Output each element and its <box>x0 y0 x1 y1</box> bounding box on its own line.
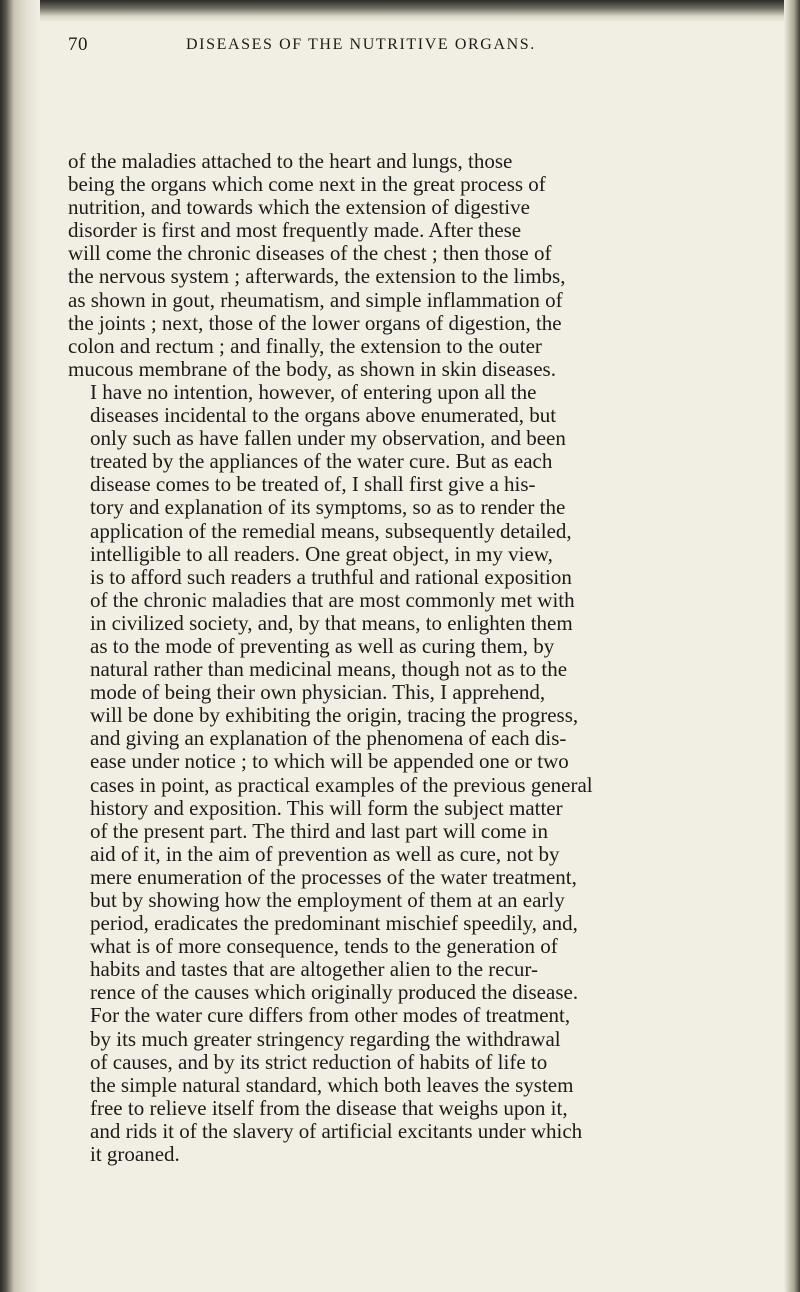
text-line: period, eradicates the predominant mischief speedily, and, <box>90 911 578 936</box>
text-line: rence of the causes which originally produced the disease. <box>90 980 579 1005</box>
text-line: For the water cure differs from other modes of treatment, <box>90 1003 571 1028</box>
text-line: colon and rectum ; and finally, the extension to the outer <box>68 333 542 358</box>
text-line: ease under notice ; to which will be appended one or two <box>90 749 569 774</box>
text-line: the joints ; next, those of the lower organs of digestion, the <box>68 310 562 335</box>
text-line: cases in point, as practical examples of the previous general <box>90 772 593 797</box>
text-line: it groaned. <box>90 1142 180 1167</box>
text-line: of the present part. The third and last part will come in <box>90 818 548 843</box>
paragraph-1 <box>68 150 728 381</box>
text-line: the simple natural standard, which both leaves the system <box>90 1072 574 1097</box>
body-text <box>68 150 728 1166</box>
text-line: of causes, and by its strict reduction of habits of life to <box>90 1049 548 1074</box>
text-line: application of the remedial means, subsequently detailed, <box>90 518 572 543</box>
text-line: of the chronic maladies that are most commonly met with <box>90 587 575 612</box>
text-line: will come the chronic diseases of the chest ; then those of <box>68 241 552 266</box>
book-binding-shadow <box>0 0 40 1292</box>
text-line: mucous membrane of the body, as shown in skin diseases. <box>68 356 556 381</box>
text-line: treated by the appliances of the water cure. But as each <box>90 449 553 474</box>
book-page <box>68 34 768 1264</box>
text-line: as to the mode of preventing as well as curing them, by <box>90 633 555 658</box>
text-line: habits and tastes that are altogether alien to the recur- <box>90 957 538 982</box>
text-line: the nervous system ; afterwards, the extension to the limbs, <box>68 264 566 289</box>
text-line: nutrition, and towards which the extension of digestive <box>68 195 530 220</box>
text-line: disorder is first and most frequently made. After these <box>68 218 522 243</box>
text-line: tory and explanation of its symptoms, so as to render the <box>90 495 566 520</box>
text-line: diseases incidental to the organs above enumerated, but <box>90 403 557 428</box>
text-line: history and exposition. This will form the subject matter <box>90 795 563 820</box>
page-number: 70 <box>68 34 88 55</box>
text-line: mode of being their own physician. This, I apprehend, <box>90 680 546 705</box>
text-line: free to relieve itself from the disease that weighs upon it, <box>90 1095 568 1120</box>
page-edge-shadow <box>784 0 800 1292</box>
text-line: I have no intention, however, of entering upon all the <box>90 379 537 404</box>
text-line: only such as have fallen under my observation, and been <box>90 426 566 451</box>
text-line: and giving an explanation of the phenomena of each dis- <box>90 726 567 751</box>
text-line: in civilized society, and, by that means, to enlighten them <box>90 610 573 635</box>
text-line: of the maladies attached to the heart and lungs, those <box>68 149 513 173</box>
text-line: aid of it, in the aim of prevention as well as cure, not by <box>90 841 560 866</box>
text-line: intelligible to all readers. One great object, in my view, <box>90 541 553 566</box>
running-head <box>68 34 768 70</box>
paragraph-2 <box>68 381 728 1166</box>
text-line: as shown in gout, rheumatism, and simple inflammation of <box>68 287 563 312</box>
running-title: DISEASES OF THE NUTRITIVE ORGANS. <box>186 36 536 53</box>
text-line: by its much greater stringency regarding the withdrawal <box>90 1026 561 1051</box>
text-line: but by showing how the employment of them at an early <box>90 888 565 912</box>
page-top-shadow <box>0 0 800 22</box>
text-line: disease comes to be treated of, I shall first give a his- <box>90 472 536 497</box>
text-line: mere enumeration of the processes of the water treatment, <box>90 864 577 889</box>
text-line: natural rather than medicinal means, though not as to the <box>90 657 568 682</box>
text-line: is to afford such readers a truthful and rational exposition <box>90 564 572 589</box>
text-line: will be done by exhibiting the origin, tracing the progress, <box>90 703 579 728</box>
text-line: what is of more consequence, tends to the generation of <box>90 934 558 959</box>
text-line: and rids it of the slavery of artificial excitants under which <box>90 1118 583 1143</box>
text-line: being the organs which come next in the great process of <box>68 172 546 197</box>
